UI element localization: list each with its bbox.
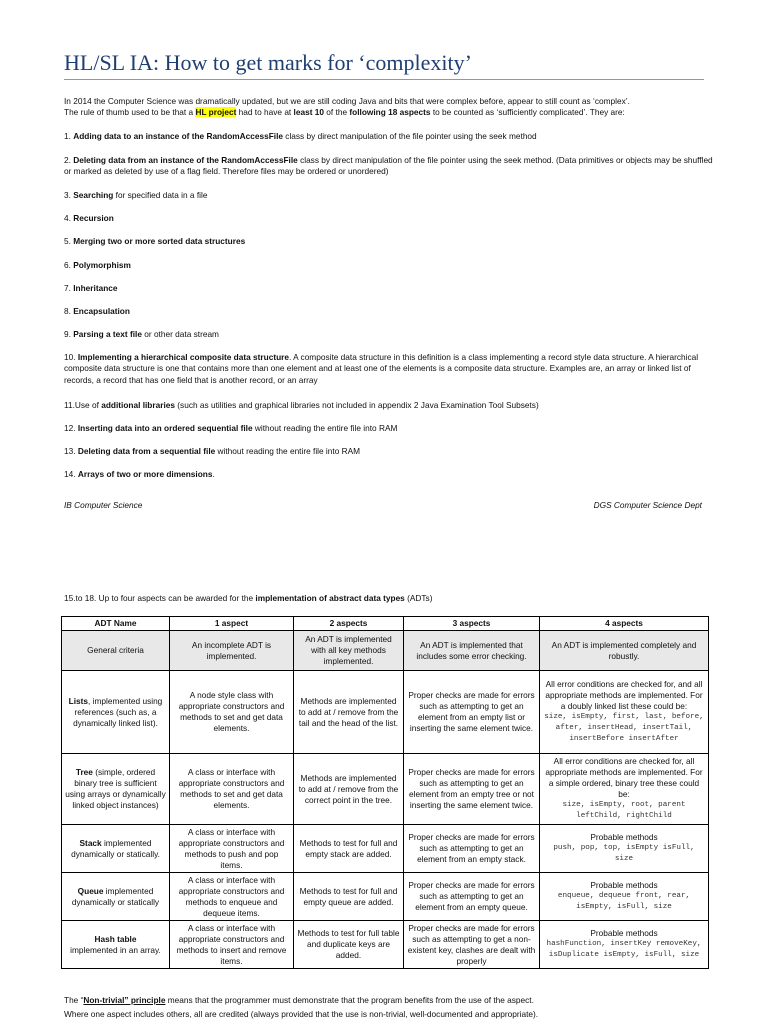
header-4-aspects: 4 aspects	[540, 617, 709, 631]
cell-2-aspects: Methods are implemented to add at / remove from the tail and the head of the list.	[294, 671, 404, 754]
item-bold: Searching	[73, 190, 114, 200]
item-text: class by direct manipulation of the file pointer using the seek method	[283, 131, 537, 141]
item-text: (such as utilities and graphical libraries not included in appendix 2 Java Examination Tool Subsets)	[174, 400, 539, 410]
header-adt-name: ADT Name	[62, 617, 170, 631]
page-title: HL/SL IA: How to get marks for ‘complexity’	[64, 50, 704, 80]
item-bold: additional libraries	[101, 400, 175, 410]
cell-2-aspects: Methods to test for full and empty queue are added.	[294, 873, 404, 921]
cell-code: hashFunction, insertKey removeKey, isDuplicate isEmpty, isFull, size	[546, 940, 702, 959]
aspect-item-2	[64, 155, 714, 178]
cell-code: size, isEmpty, first, last, before, after, insertHead, insertTail, insertBefore insertAfter	[544, 713, 704, 743]
aspect-item-9	[64, 329, 714, 340]
adt-intro-text: (ADTs)	[404, 593, 433, 603]
item-number: 11.Use of	[64, 400, 102, 410]
adt-name-desc: , implemented using references (such as, a dynamically linked list).	[73, 695, 163, 728]
note-text: The “	[64, 995, 84, 1005]
adt-intro	[64, 593, 714, 604]
note-text: means that the programmer must demonstrate that the program benefits from the use of the aspect.	[165, 995, 534, 1005]
item-bold: Deleting data from an instance of the RandomAccessFile	[73, 155, 298, 165]
intro-paragraph	[64, 96, 714, 119]
aspect-item-7	[64, 283, 714, 294]
item-bold: Deleting data from a sequential file	[77, 446, 216, 456]
cell-2-aspects: Methods to test for full table and duplicate keys are added.	[294, 921, 404, 969]
cell-3-aspects: Proper checks are made for errors such as attempting to get a non-existent key, clashes are dealt with properly	[404, 921, 540, 969]
cell-name	[62, 671, 170, 754]
adt-name-bold: Stack	[79, 837, 102, 848]
cell-1-aspect: A class or interface with appropriate constructors and methods to insert and remove items.	[170, 921, 294, 969]
item-bold: Inheritance	[73, 283, 118, 293]
aspect-item-10	[64, 352, 714, 386]
table-row-lists	[62, 671, 709, 754]
table-header-row	[62, 617, 709, 631]
item-number: 6.	[64, 260, 74, 270]
cell-code: push, pop, top, isEmpty isFull, size	[553, 844, 695, 863]
cell-name	[62, 921, 170, 969]
cell-2-aspects: Methods are implemented to add at / remove from the correct point in the tree.	[294, 754, 404, 825]
note-non-trivial	[64, 995, 714, 1006]
adt-name-bold: Hash table	[94, 933, 137, 944]
cell-text: Probable methods	[590, 832, 658, 842]
cell-3-aspects: Proper checks are made for errors such as attempting to get an element from an empty list or inserting the same element twice.	[404, 671, 540, 754]
header-1-aspect: 1 aspect	[170, 617, 294, 631]
cell-3-aspects: Proper checks are made for errors such as attempting to get an element from an empty stack.	[404, 825, 540, 873]
item-number: 12.	[64, 423, 78, 433]
cell-4-aspects	[540, 921, 709, 969]
item-text: class by direct manipulation of the file pointer using the seek method. (Data primitives or objects may be shuffled or marked as deleted by use of a flag field. Therefore files may be ordered or unordered)	[64, 155, 713, 177]
header-2-aspects: 2 aspects	[294, 617, 404, 631]
cell-1-aspect: A class or interface with appropriate constructors and methods to push and pop items.	[170, 825, 294, 873]
adt-name-desc: implemented dynamically or statically.	[71, 837, 160, 859]
aspect-item-4	[64, 213, 714, 224]
item-number: 10.	[64, 352, 78, 362]
item-text: for specified data in a file	[113, 190, 208, 200]
aspect-item-13	[64, 446, 714, 457]
intro-text: The rule of thumb used to be that a	[64, 107, 196, 118]
intro-text: had to have at	[236, 107, 294, 118]
item-bold: Arrays of two or more dimensions	[77, 469, 213, 479]
intro-line-1: In 2014 the Computer Science was dramatically updated, but we are still coding Java and bits that were complex before, appear to still count as ‘complex’.	[64, 96, 630, 106]
cell-4-aspects: An ADT is implemented completely and robustly.	[540, 631, 709, 671]
note-underlined-term: Non-trivial” principle	[83, 995, 166, 1005]
aspect-item-8	[64, 306, 714, 317]
item-bold: Polymorphism	[73, 260, 131, 270]
note-inclusion: Where one aspect includes others, all are credited (always provided that the use is non-trivial, well-documented and appropriate).	[64, 1009, 539, 1019]
intro-bold-aspects: following 18 aspects	[349, 107, 431, 118]
aspect-item-5	[64, 236, 714, 247]
cell-text: Probable methods	[590, 880, 658, 890]
item-bold: Adding data to an instance of the RandomAccessFile	[73, 131, 283, 141]
cell-3-aspects: Proper checks are made for errors such as attempting to get an element from an empty tree or not inserting the same element twice.	[404, 754, 540, 825]
footer-left: IB Computer Science	[64, 500, 143, 510]
aspect-item-3	[64, 190, 714, 201]
item-bold: Encapsulation	[73, 306, 130, 316]
item-number: 5.	[64, 236, 74, 246]
table-row-queue	[62, 873, 709, 921]
adt-name-desc: implemented dynamically or statically	[71, 885, 160, 907]
cell-1-aspect: A node style class with appropriate constructors and methods to set and get data elements.	[170, 671, 294, 754]
intro-line-2	[64, 107, 714, 118]
table-row-general	[62, 631, 709, 671]
table-row-stack	[62, 825, 709, 873]
cell-4-aspects	[540, 873, 709, 921]
cell-4-aspects	[540, 754, 709, 825]
item-number: 9.	[64, 329, 74, 339]
aspect-item-1	[64, 131, 714, 142]
item-text: .	[212, 469, 215, 479]
cell-3-aspects: Proper checks are made for errors such as attempting to get an element from an empty queue.	[404, 873, 540, 921]
adt-name-desc: (simple, ordered binary tree is sufficient using arrays or dynamically linked object instances)	[65, 767, 166, 810]
adt-name-bold: Tree	[75, 767, 93, 777]
item-bold: Parsing a text file	[73, 329, 142, 339]
item-number: 1.	[64, 131, 74, 141]
item-bold: Merging two or more sorted data structures	[73, 236, 246, 246]
adt-intro-bold: implementation of abstract data types	[255, 593, 405, 603]
item-text: without reading the entire file into RAM	[252, 423, 398, 433]
cell-2-aspects: An ADT is implemented with all key methods implemented.	[294, 631, 404, 671]
item-number: 13.	[64, 446, 78, 456]
item-number: 8.	[64, 306, 74, 316]
item-bold: Implementing a hierarchical composite data structure	[77, 352, 290, 362]
intro-text: of the	[324, 107, 350, 118]
item-number: 3.	[64, 190, 74, 200]
cell-1-aspect: An incomplete ADT is implemented.	[170, 631, 294, 671]
item-text: or other data stream	[141, 329, 219, 339]
cell-name	[62, 754, 170, 825]
cell-text: All error conditions are checked for, all appropriate methods are implemented. For a simple ordered, binary tree these could be:	[545, 756, 703, 799]
cell-1-aspect: A class or interface with appropriate constructors and methods to set and get data elements.	[170, 754, 294, 825]
adt-table	[61, 616, 709, 969]
cell-1-aspect: A class or interface with appropriate constructors and methods to enqueue and dequeue items.	[170, 873, 294, 921]
adt-intro-text: 15.to 18. Up to four aspects can be awarded for the	[64, 593, 256, 603]
item-number: 2.	[64, 155, 74, 165]
adt-name-bold: Queue	[77, 885, 104, 896]
aspect-item-12	[64, 423, 714, 434]
cell-name: General criteria	[62, 631, 170, 671]
cell-name	[62, 873, 170, 921]
cell-text: Probable methods	[590, 928, 658, 938]
item-number: 14.	[64, 469, 78, 479]
item-bold: Inserting data into an ordered sequential file	[77, 423, 253, 433]
table-row-hash-table	[62, 921, 709, 969]
item-bold: Recursion	[73, 213, 114, 223]
cell-name	[62, 825, 170, 873]
adt-name-desc: implemented in an array.	[70, 944, 161, 955]
cell-2-aspects: Methods to test for full and empty stack are added.	[294, 825, 404, 873]
cell-code: size, isEmpty, root, parent leftChild, rightChild	[562, 801, 686, 820]
cell-4-aspects	[540, 825, 709, 873]
item-text: . A composite data structure in this definition is a class implementing a record style data structure. A hierarchical composite data structure is one that contains more than one element and at least one of the elements is a composite data structure. Examples are, an array or linked list of records, a record that has one field that is another record, or an array	[64, 352, 699, 385]
item-text: without reading the entire file into RAM	[215, 446, 361, 456]
aspect-item-11	[64, 400, 714, 411]
cell-3-aspects: An ADT is implemented that includes some error checking.	[404, 631, 540, 671]
intro-text: to be counted as ‘sufficiently complicated’. They are:	[430, 107, 625, 118]
aspect-item-14	[64, 469, 714, 480]
cell-text: All error conditions are checked for, and all appropriate methods are implemented. For a doubly linked list these could be:	[545, 679, 703, 711]
aspect-item-6	[64, 260, 714, 271]
highlight-hl-project: HL project	[195, 107, 237, 118]
intro-bold-least: least 10	[293, 107, 324, 118]
item-number: 7.	[64, 283, 74, 293]
cell-code: enqueue, dequeue front, rear, isEmpty, isFull, size	[557, 892, 691, 911]
header-3-aspects: 3 aspects	[404, 617, 540, 631]
adt-name-bold: Lists	[68, 695, 89, 706]
cell-4-aspects	[540, 671, 709, 754]
table-row-tree	[62, 754, 709, 825]
footer-right: DGS Computer Science Dept	[593, 500, 702, 510]
item-number: 4.	[64, 213, 74, 223]
